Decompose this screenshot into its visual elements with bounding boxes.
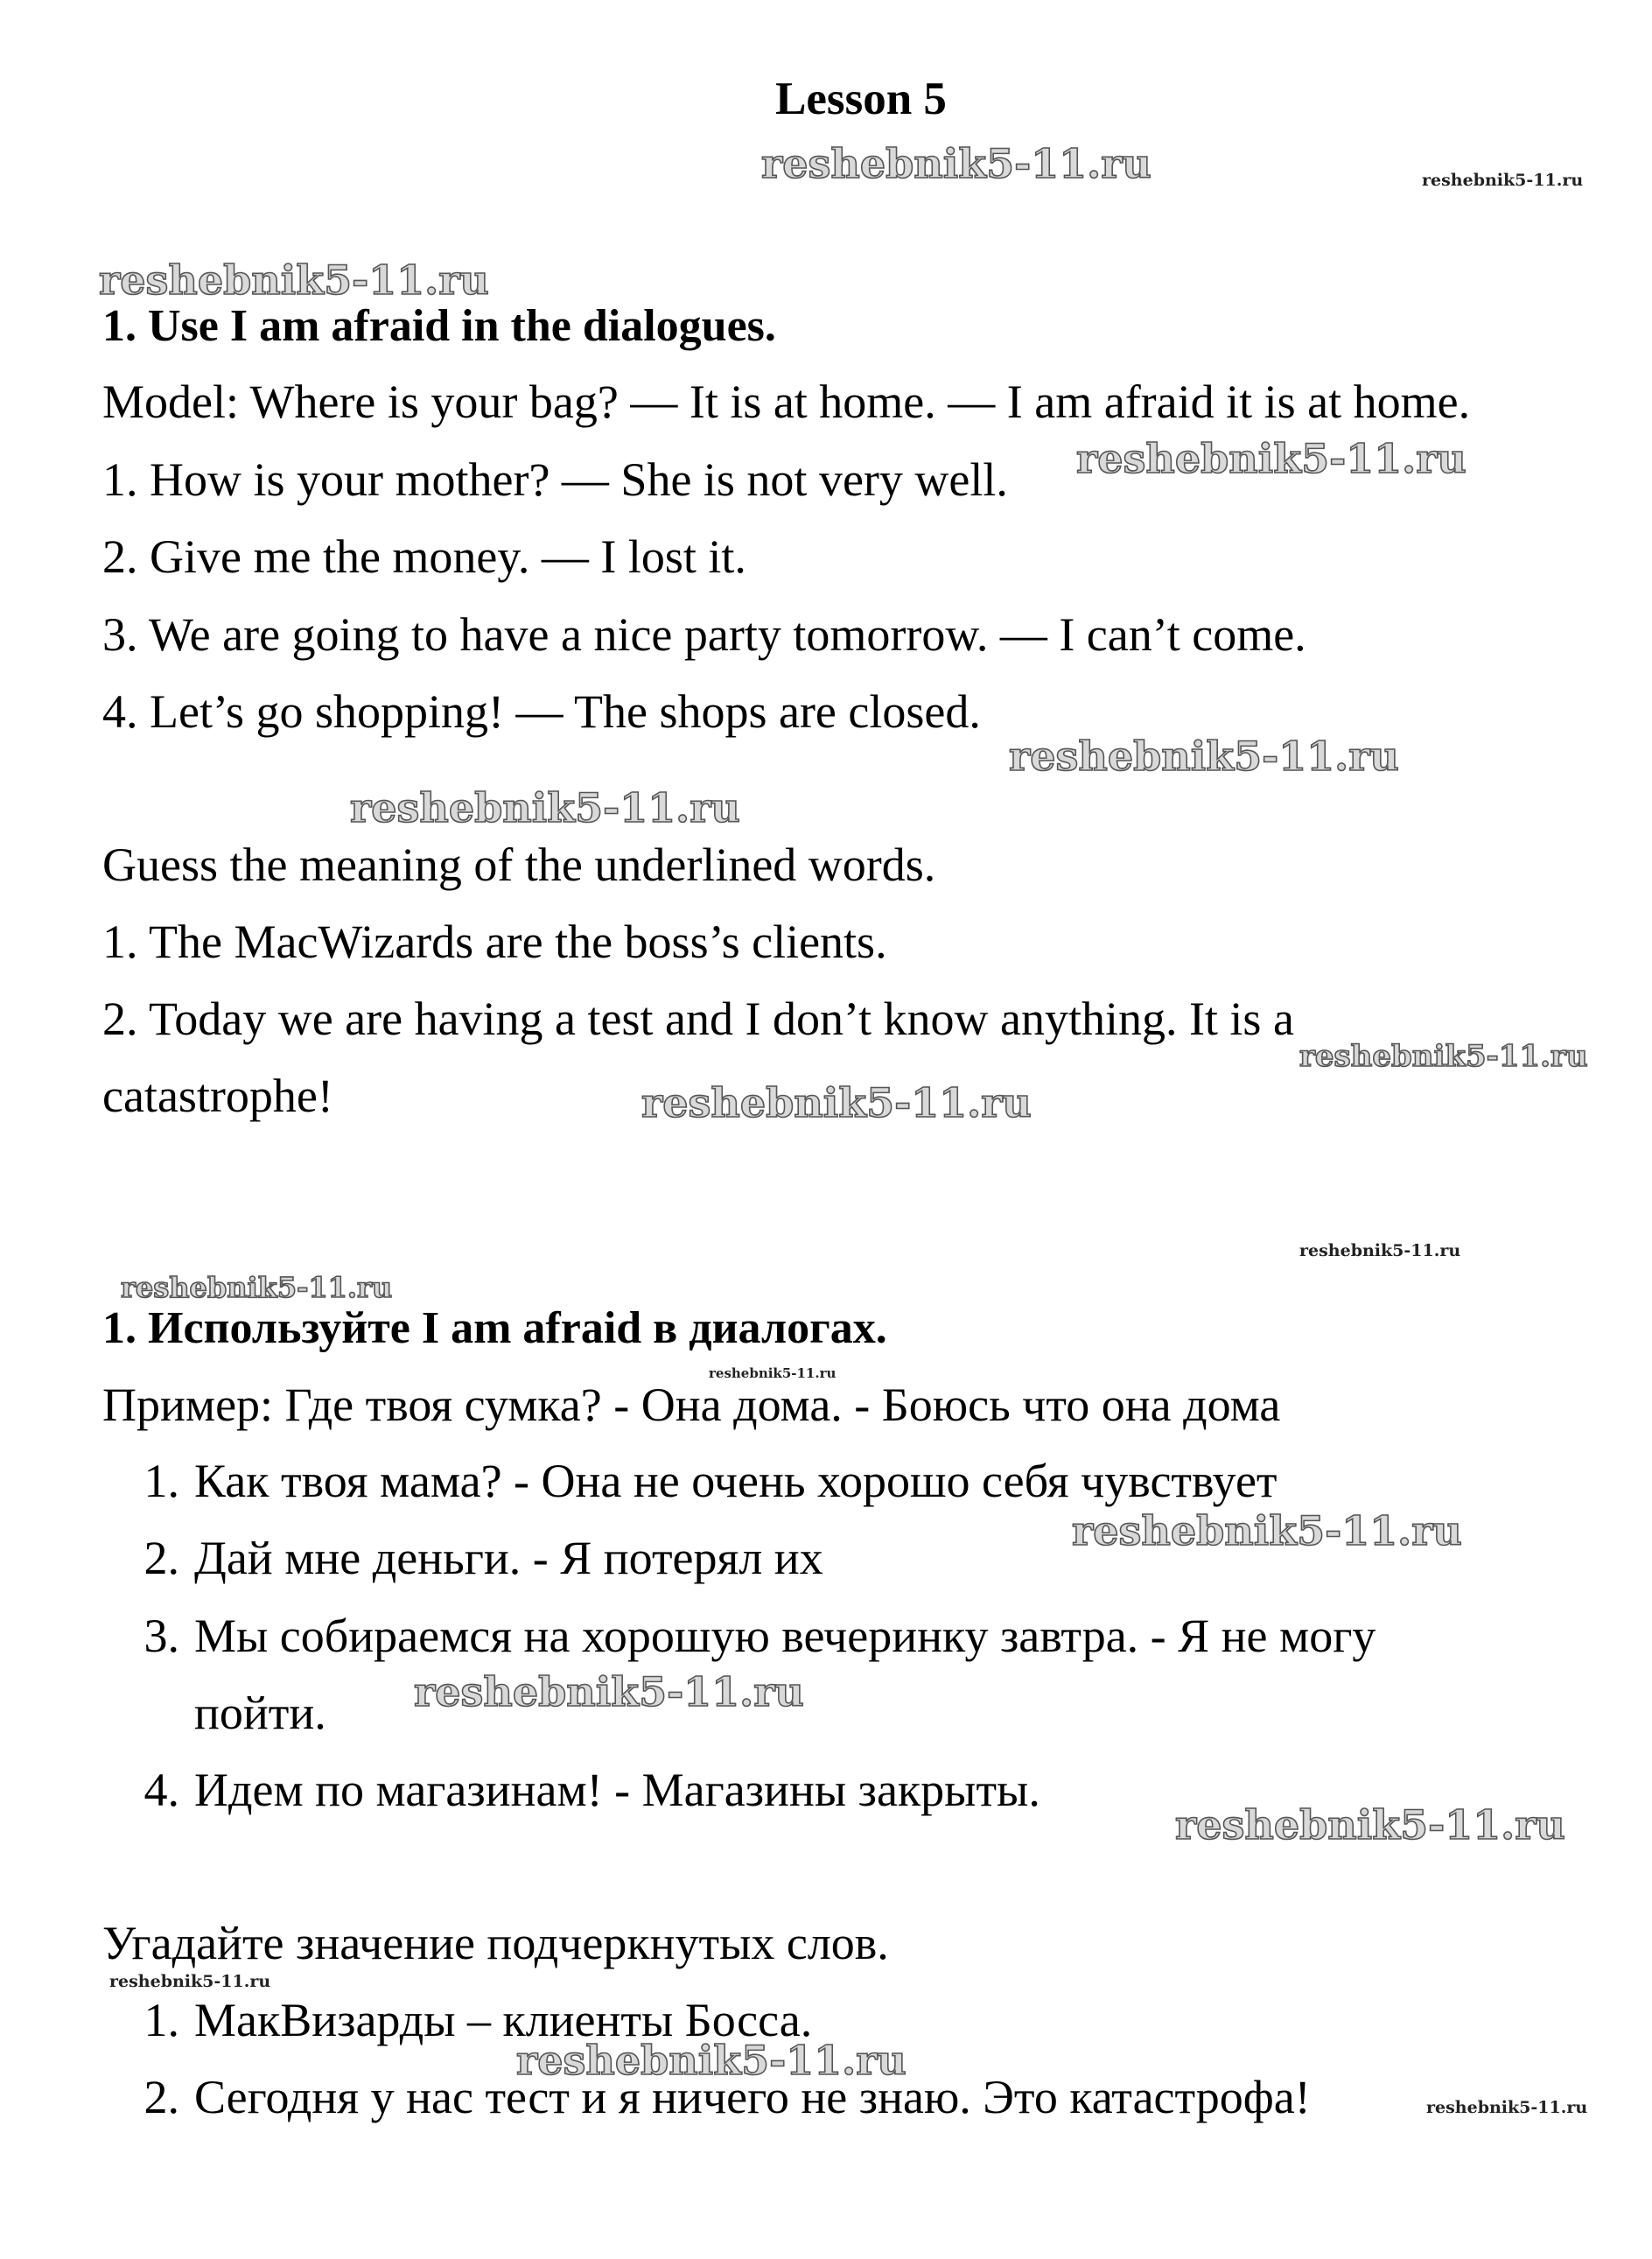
watermark: reshebnik5-11.ru [1175, 1801, 1565, 1849]
list-number: 1. [144, 1455, 179, 1507]
list-item: 2. Today we are having a test and I don’t know anything. It is a [102, 993, 1294, 1045]
list-item: Мы собираемся на хорошую вечеринку завтра. - Я не могу [194, 1610, 1376, 1662]
watermark: reshebnik5-11.ru [121, 1271, 393, 1304]
list-item: МакВизарды – клиенты Босса. [194, 1994, 813, 2046]
watermark: reshebnik5-11.ru [1426, 2098, 1588, 2117]
guess-heading: Guess the meaning of the underlined words. [102, 838, 936, 891]
list-item: 2. Give me the money. — I lost it. [102, 530, 746, 583]
exercise-heading-ru: 1. Используйте I am afraid в диалогах. [102, 1303, 887, 1353]
page-title: Lesson 5 [775, 74, 947, 124]
list-item: 1. The MacWizards are the boss’s clients. [102, 916, 887, 968]
watermark: reshebnik5-11.ru [1299, 1241, 1461, 1260]
watermark: reshebnik5-11.ru [109, 1972, 271, 1991]
list-item-continuation: catastrophe! [102, 1070, 333, 1122]
watermark: reshebnik5-11.ru [414, 1668, 804, 1715]
watermark: reshebnik5-11.ru [99, 256, 489, 304]
list-number: 1. [144, 1994, 179, 2046]
list-item: 1. How is your mother? — She is not very well. [102, 453, 1008, 506]
model-line-ru: Пример: Где твоя сумка? - Она дома. - Боюсь что она дома [102, 1379, 1281, 1431]
list-number: 3. [144, 1610, 179, 1662]
list-item: 4. Let’s go shopping! — The shops are closed. [102, 685, 981, 738]
list-number: 4. [144, 1764, 179, 1816]
watermark: reshebnik5-11.ru [1299, 1039, 1588, 1074]
watermark: reshebnik5-11.ru [709, 1365, 836, 1381]
watermark: reshebnik5-11.ru [1072, 1507, 1462, 1554]
list-item: Идем по магазинам! - Магазины закрыты. [194, 1764, 1040, 1816]
watermark: reshebnik5-11.ru [1076, 435, 1466, 482]
model-line: Model: Where is your bag? — It is at home. — I am afraid it is at home. [102, 375, 1471, 428]
list-number: 2. [144, 1532, 179, 1584]
list-item: Как твоя мама? - Она не очень хорошо себя чувствует [194, 1455, 1278, 1507]
list-item-continuation: пойти. [194, 1687, 326, 1739]
exercise-heading: 1. Use I am afraid in the dialogues. [102, 301, 776, 351]
watermark: reshebnik5-11.ru [1422, 171, 1584, 190]
watermark: reshebnik5-11.ru [516, 2037, 906, 2084]
list-item: Сегодня у нас тест и я ничего не знаю. Это катастрофа! [194, 2071, 1311, 2123]
watermark: reshebnik5-11.ru [350, 784, 740, 831]
watermark: reshebnik5-11.ru [761, 140, 1152, 187]
list-item: Дай мне деньги. - Я потерял их [194, 1532, 823, 1584]
guess-heading-ru: Угадайте значение подчеркнутых слов. [102, 1917, 889, 1969]
watermark: reshebnik5-11.ru [641, 1079, 1032, 1126]
watermark: reshebnik5-11.ru [1009, 733, 1399, 780]
list-item: 3. We are going to have a nice party tomorrow. — I can’t come. [102, 608, 1306, 661]
list-number: 2. [144, 2071, 179, 2123]
